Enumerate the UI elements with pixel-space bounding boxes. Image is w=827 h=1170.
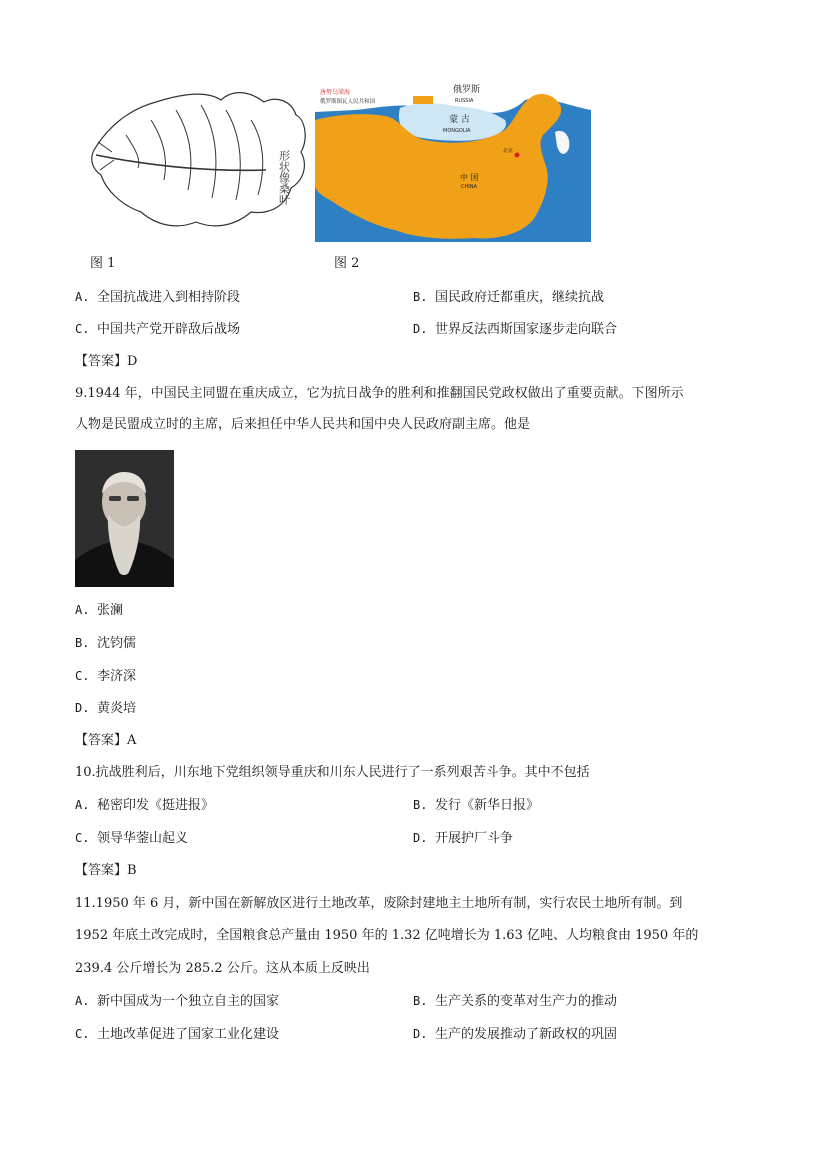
- q10-option-b-letter: B.: [413, 798, 428, 812]
- q11-option-a-letter: A.: [75, 994, 90, 1008]
- q9-option-a-letter: A.: [75, 603, 90, 617]
- figure-1-caption: 图 1: [90, 256, 116, 271]
- q10-option-d-text: 开展护厂斗争: [435, 831, 514, 846]
- q9-stem-line-1: 9.1944 年，中国民主同盟在重庆成立，它为抗日战争的胜利和推翻国民党政权做出了重要贡献。下图所示: [75, 386, 684, 401]
- q9-option-b-text: 沈钧儒: [97, 636, 137, 651]
- q8-option-c: [75, 320, 240, 339]
- map-label-mongolia-en: MONGOLIA: [443, 128, 471, 134]
- q9-option-a: [75, 601, 123, 620]
- q9-option-c-letter: C.: [75, 669, 90, 683]
- q10-stem-line-1: 10.抗战胜利后，川东地下党组织领导重庆和川东人民进行了一系列艰苦斗争。其中不包括: [75, 765, 590, 780]
- q11-option-c-letter: C.: [75, 1027, 90, 1041]
- q10-option-c-text: 领导华蓥山起义: [97, 831, 189, 846]
- q11-stem-line-3: 239.4 公斤增长为 285.2 公斤。这从本质上反映出: [75, 961, 370, 976]
- leaf-map-figure: [86, 80, 312, 242]
- q11-option-c-text: 土地改革促进了国家工业化建设: [97, 1027, 280, 1042]
- q8-option-a-text: 全国抗战进入到相持阶段: [97, 290, 241, 305]
- q8-option-b-text: 国民政府迁都重庆，继续抗战: [435, 290, 605, 305]
- map-label-china-cn: 中 国: [460, 173, 479, 182]
- q9-stem-line-2: 人物是民盟成立时的主席，后来担任中华人民共和国中央人民政府副主席。他是: [75, 417, 531, 432]
- map-label-tuva-2: 俄罗斯图瓦人民共和国: [320, 99, 376, 105]
- q8-option-a-letter: A.: [75, 290, 90, 304]
- q10-option-a-letter: A.: [75, 798, 90, 812]
- q9-option-c: [75, 667, 136, 686]
- map-label-beijing: 北京: [503, 148, 514, 154]
- q9-option-b: [75, 634, 136, 653]
- q9-answer: 【答案】A: [75, 733, 137, 748]
- q9-option-c-text: 李济深: [97, 669, 137, 684]
- q11-option-c: [75, 1025, 279, 1044]
- q10-option-b-text: 发行《新华日报》: [435, 798, 540, 813]
- q9-option-b-letter: B.: [75, 636, 90, 650]
- q11-option-b-letter: B.: [413, 994, 428, 1008]
- map-label-russia-en: RUSSIA: [455, 98, 474, 104]
- q11-option-b: [413, 992, 617, 1011]
- q11-option-a-text: 新中国成为一个独立自主的国家: [97, 994, 280, 1009]
- map-label-china-en: CHINA: [461, 184, 477, 190]
- q8-option-d: [413, 320, 617, 339]
- map-label-mongolia-cn: 蒙 古: [449, 115, 470, 125]
- q8-option-c-letter: C.: [75, 322, 90, 336]
- q10-answer: 【答案】B: [75, 863, 137, 878]
- q10-option-b: [413, 796, 539, 815]
- q10-option-a: [75, 796, 214, 815]
- q9-option-d-text: 黄炎培: [97, 701, 137, 716]
- leaf-map-drawing: [86, 80, 312, 242]
- q8-option-a: [75, 288, 240, 307]
- fig1-side-text: 形状像桑叶: [277, 150, 291, 205]
- q11-stem-line-2: 1952 年底土改完成时，全国粮食总产量由 1950 年的 1.32 亿吨增长为 1.63 亿吨、人均粮食由 1950 年的: [75, 928, 699, 943]
- q8-option-c-text: 中国共产党开辟敌后战场: [97, 322, 241, 337]
- q9-option-d: [75, 699, 136, 718]
- q9-option-a-text: 张澜: [97, 603, 124, 618]
- china-map-drawing: [315, 80, 591, 242]
- q11-option-a: [75, 992, 279, 1011]
- china-map-figure: [315, 80, 591, 242]
- map-label-tuva-1: 唐努乌梁海: [320, 89, 351, 96]
- q10-option-c-letter: C.: [75, 831, 90, 845]
- q10-option-d-letter: D.: [413, 831, 428, 845]
- q8-option-b: [413, 288, 604, 307]
- q8-option-b-letter: B.: [413, 290, 428, 304]
- q11-option-b-text: 生产关系的变革对生产力的推动: [435, 994, 618, 1009]
- q11-option-d-letter: D.: [413, 1027, 428, 1041]
- q11-stem-line-1: 11.1950 年 6 月，新中国在新解放区进行土地改革，废除封建地主土地所有制，实行农民土地所有制。到: [75, 896, 683, 911]
- q9-option-d-letter: D.: [75, 701, 90, 715]
- q11-option-d: [413, 1025, 617, 1044]
- q10-option-a-text: 秘密印发《挺进报》: [97, 798, 215, 813]
- map-label-russia-cn: 俄罗斯: [453, 85, 481, 95]
- q10-option-c: [75, 829, 188, 848]
- q11-option-d-text: 生产的发展推动了新政权的巩固: [435, 1027, 618, 1042]
- portrait-photo: [75, 450, 174, 587]
- portrait-drawing: [75, 450, 174, 587]
- q8-answer: 【答案】D: [75, 354, 138, 369]
- figure-2-caption: 图 2: [334, 256, 360, 271]
- q10-option-d: [413, 829, 513, 848]
- q8-option-d-letter: D.: [413, 322, 428, 336]
- q8-option-d-text: 世界反法西斯国家逐步走向联合: [435, 322, 618, 337]
